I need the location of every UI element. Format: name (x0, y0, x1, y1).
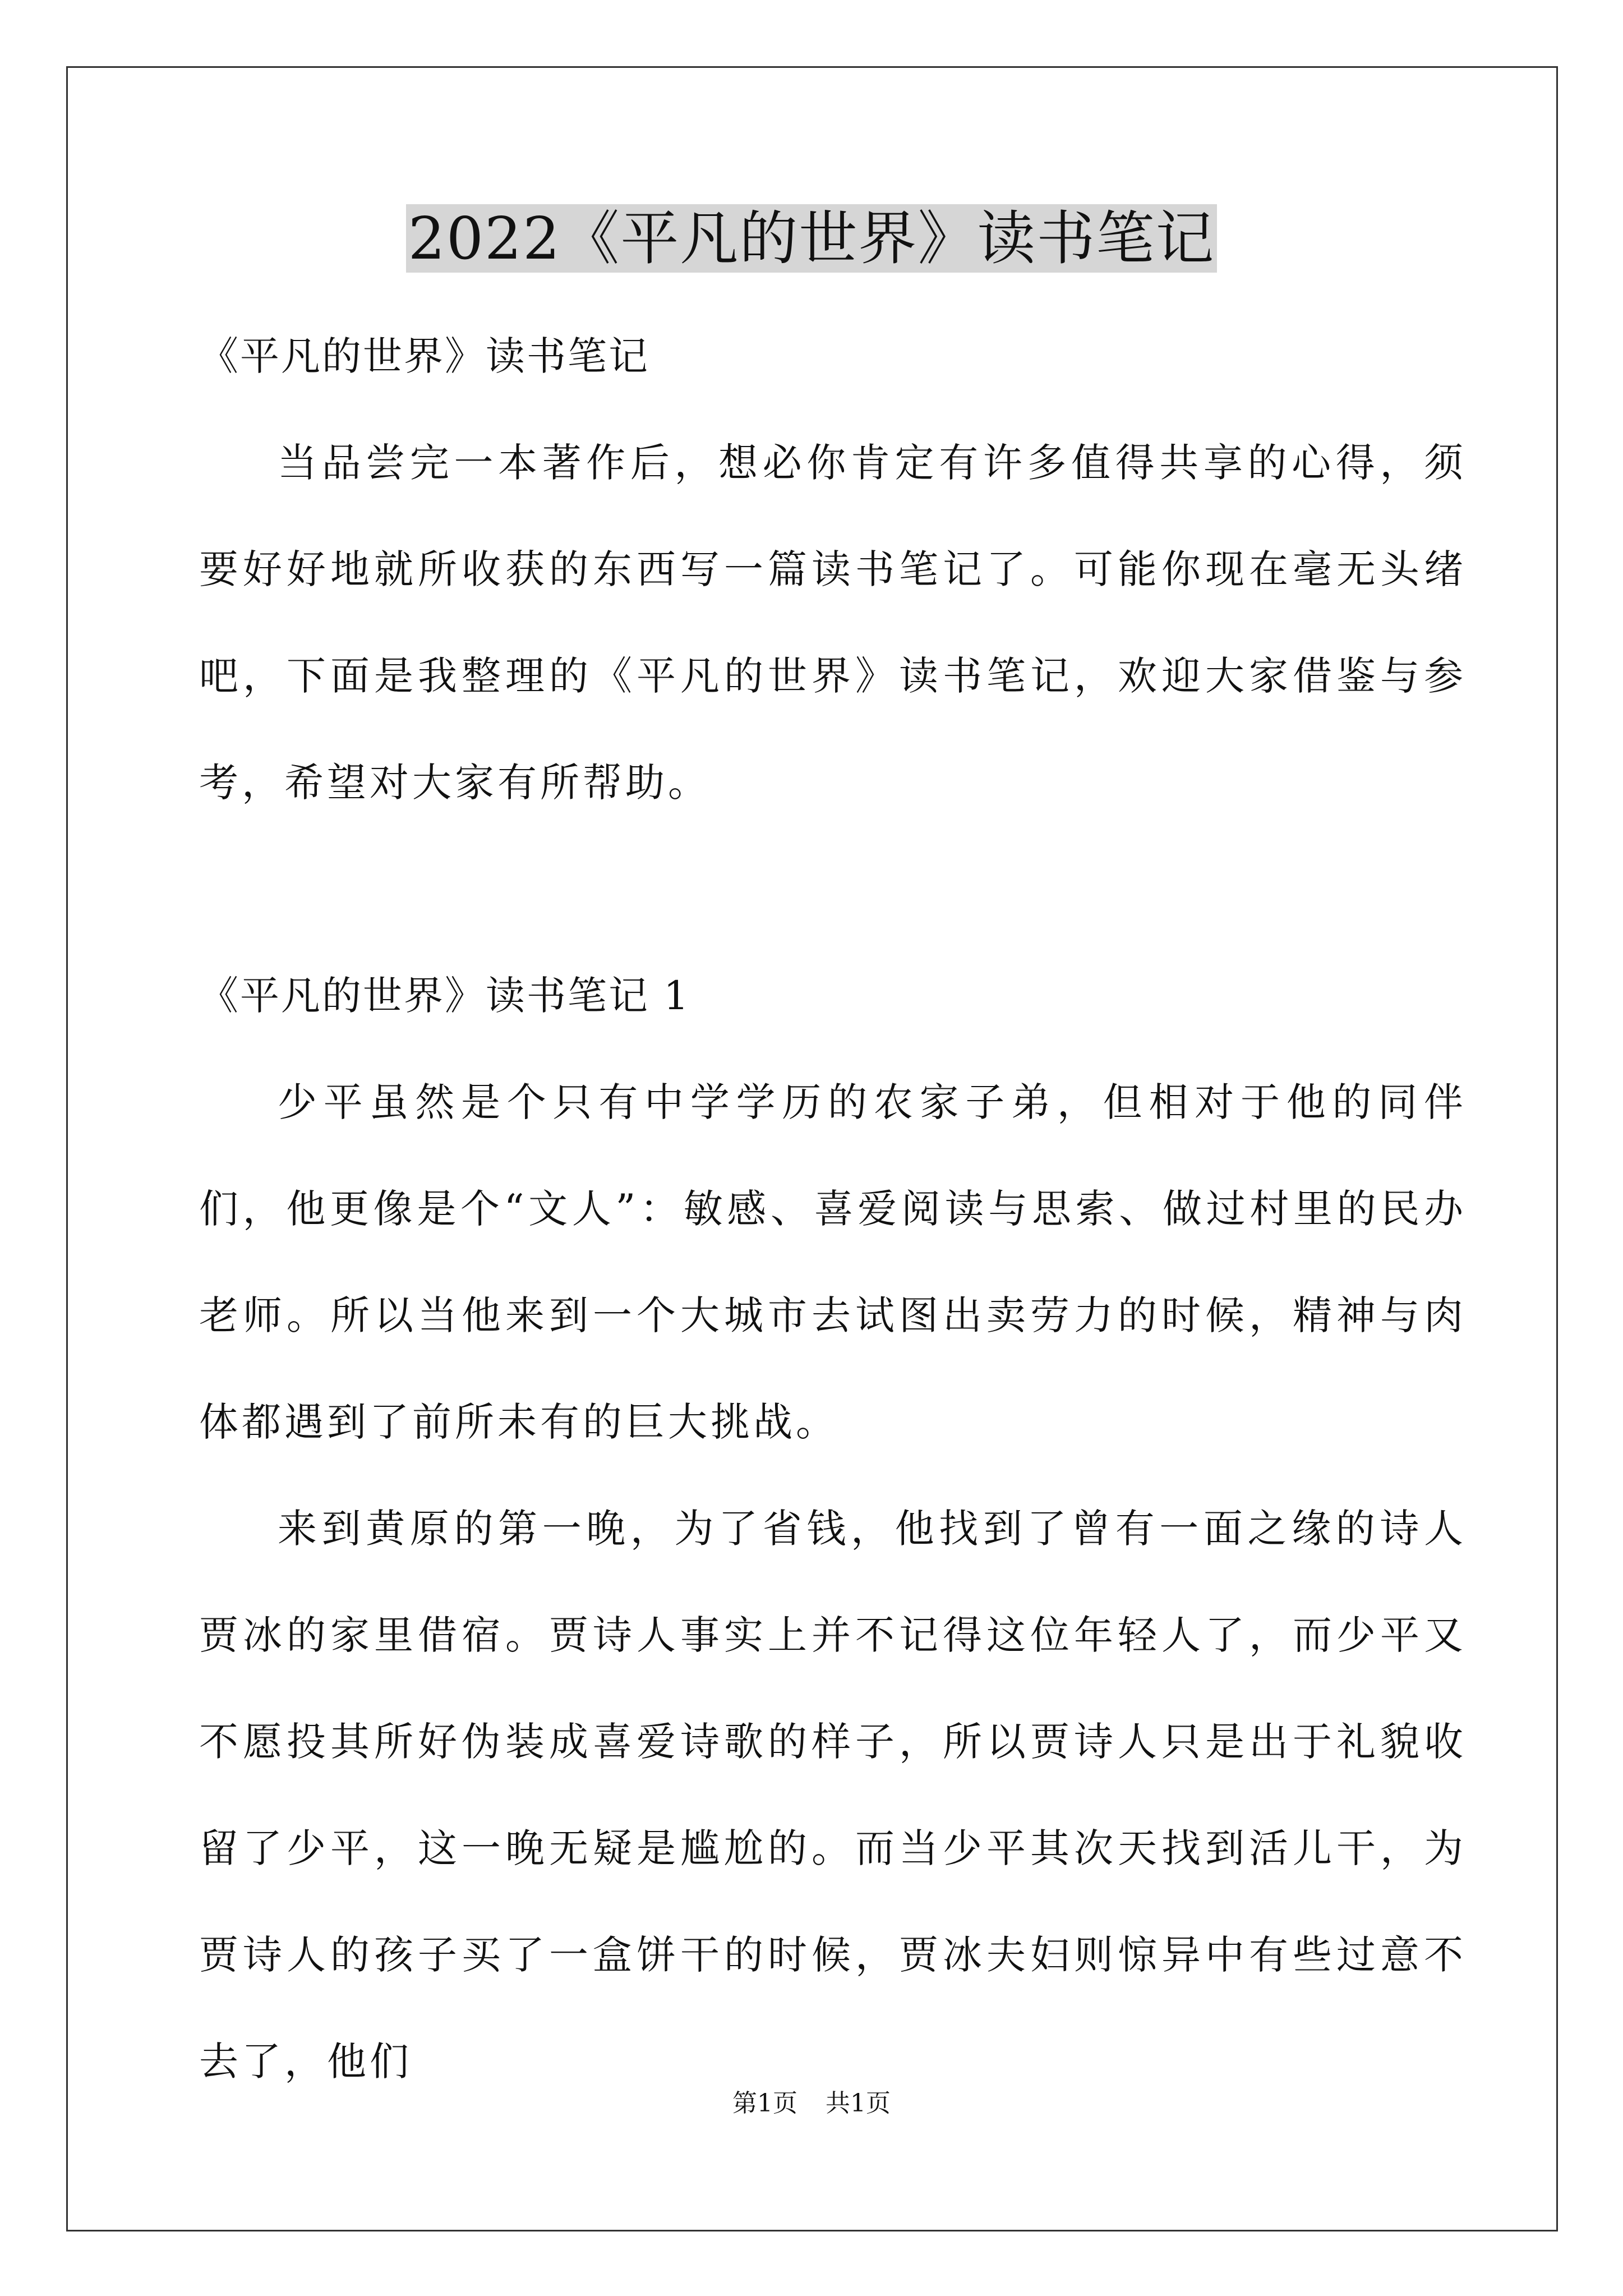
section1-paragraph-1: 少平虽然是个只有中学学历的农家子弟，但相对于他的同伴们，他更像是个“文人”：敏感、喜爱阅读与思索、做过村里的民办老师。所以当他来到一个大城市去试图出卖劳力的时候，精神与肉体都遇到了前所未有的巨大挑战。 (199, 1079, 1467, 1445)
section1-heading: 《平凡的世界》读书笔记 1 (199, 973, 690, 1019)
document-body (199, 303, 1467, 2115)
page-number: 第1页 (732, 2089, 797, 2118)
section-spacer (199, 836, 1467, 942)
page-footer (0, 2087, 1623, 2120)
intro-heading: 《平凡的世界》读书笔记 (199, 333, 649, 379)
section1-paragraph-2: 来到黄原的第一晚，为了省钱，他找到了曾有一面之缘的诗人贾冰的家里借宿。贾诗人事实上并不记得这位年轻人了，而少平又不愿投其所好伪装成喜爱诗歌的样子，所以贾诗人只是出于礼貌收留了少平，这一晚无疑是尴尬的。而当少平其次天找到活儿干，为贾诗人的孩子买了一盒饼干的时候，贾冰夫妇则惊异中有些过意不去了，他们 (199, 1506, 1467, 2085)
document-title (0, 196, 1623, 280)
document-title-text: 2022《平凡的世界》读书笔记 (406, 204, 1218, 273)
intro-paragraph: 当品尝完一本著作后，想必你肯定有许多值得共享的心得，须要好好地就所收获的东西写一篇读书笔记了。可能你现在毫无头绪吧，下面是我整理的《平凡的世界》读书笔记，欢迎大家借鉴与参考，希望对大家有所帮助。 (199, 440, 1467, 806)
page-total: 共1页 (826, 2089, 891, 2118)
